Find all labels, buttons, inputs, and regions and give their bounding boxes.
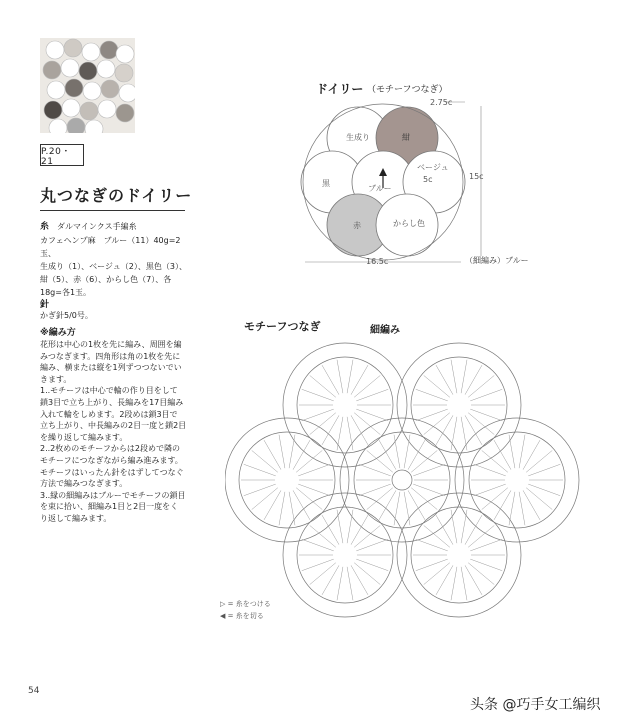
needle-heading: 針 — [40, 300, 50, 310]
edge-color-label: （細編み）ブルー — [465, 256, 529, 265]
stitch-spoke — [509, 435, 515, 468]
stitch-spoke — [470, 539, 502, 551]
stitch-spoke — [252, 450, 278, 472]
stitch-spoke — [337, 567, 343, 600]
stitch-spoke — [424, 563, 450, 585]
stitch-spoke — [461, 510, 467, 543]
stitch-spoke — [413, 484, 445, 496]
needle-value: かぎ針5/0号。 — [40, 311, 93, 320]
stitch-spoke — [302, 539, 334, 551]
stitch-spoke — [494, 490, 511, 519]
stitch-spoke — [470, 389, 502, 401]
stitch-spoke — [337, 417, 343, 450]
materials-line: 18g=各1玉。 — [40, 288, 92, 297]
dim-width-label: 16.5c — [366, 257, 389, 266]
layout-diagram-title: ドイリー — [316, 82, 364, 96]
page-ref-badge: P.20・21 — [40, 144, 84, 166]
motif-label: からし色 — [393, 219, 425, 228]
stitch-spoke — [465, 415, 482, 444]
stitch-spoke — [451, 417, 457, 450]
stitch-spoke — [436, 365, 453, 394]
materials-line: 生成り（1）、ベージュ（2）、黒色（3）、 — [40, 262, 187, 271]
title-divider — [40, 210, 185, 211]
stitch-spoke — [356, 559, 388, 571]
stitch-spoke — [296, 450, 322, 472]
stitch-spoke — [509, 492, 515, 525]
dim-height-label: 15c — [469, 172, 484, 181]
materials-section — [40, 220, 190, 299]
stitch-spoke — [293, 490, 310, 519]
stitch-spoke — [526, 488, 552, 510]
motif-label: 生成り — [346, 133, 370, 142]
stitch-spoke — [310, 525, 336, 547]
materials-brand: ダルマインクス手編糸 — [57, 222, 137, 231]
legend-cut-text: = 糸を切る — [227, 612, 264, 620]
stitch-spoke — [310, 375, 336, 397]
stitch-spoke — [264, 490, 281, 519]
stitch-spoke — [322, 515, 339, 544]
materials-line: カフェヘンプ麻 ブルー（11）40g=2玉、 — [40, 236, 181, 258]
product-photo — [40, 38, 135, 133]
dim-small-label: 5c — [423, 175, 433, 184]
stitch-spoke — [289, 435, 295, 468]
stitch-spoke — [252, 488, 278, 510]
stitch-spoke — [474, 464, 506, 476]
stitch-spoke — [519, 435, 525, 468]
stitch-spoke — [468, 375, 494, 397]
stitch-spoke — [416, 559, 448, 571]
motif-label: 紺 — [402, 133, 410, 142]
stitch-spoke — [404, 435, 410, 468]
stitch-spoke — [289, 492, 295, 525]
stitch-spoke — [519, 492, 525, 525]
stitch-spoke — [482, 488, 508, 510]
stitch-spoke — [465, 565, 482, 594]
stitch-spoke — [310, 413, 336, 435]
stitch-spoke — [436, 565, 453, 594]
stitch-spoke — [347, 360, 353, 393]
stitch-spoke — [413, 464, 445, 476]
legend-attach: ▷ = 糸をつける — [220, 600, 271, 608]
stitch-spoke — [298, 484, 330, 496]
stitch-spoke — [416, 409, 448, 421]
stitch-spoke — [296, 488, 322, 510]
stitch-spoke — [302, 389, 334, 401]
stitch-spoke — [470, 409, 502, 421]
stitch-spoke — [468, 413, 494, 435]
stitch-spoke — [351, 365, 368, 394]
stitch-spoke — [322, 565, 339, 594]
motif-label: ブルー — [368, 184, 392, 193]
stitch-spoke — [394, 435, 400, 468]
stitch-spoke — [310, 563, 336, 585]
method-heading: ※編み方 — [40, 328, 76, 338]
stitch-spoke — [337, 510, 343, 543]
chart-edge-label: 細編み — [370, 325, 400, 336]
stitch-spoke — [451, 510, 457, 543]
stitch-spoke — [302, 409, 334, 421]
stitch-spoke — [279, 492, 285, 525]
stitch-spoke — [356, 409, 388, 421]
stitch-spoke — [494, 440, 511, 469]
stitch-spoke — [416, 389, 448, 401]
stitch-spoke — [461, 567, 467, 600]
stitch-spoke — [451, 360, 457, 393]
stitch-spoke — [474, 484, 506, 496]
stitch-spoke — [293, 440, 310, 469]
stitch-spoke — [337, 360, 343, 393]
stitch-spoke — [526, 450, 552, 472]
stitch-spoke — [468, 563, 494, 585]
stitch-spoke — [461, 417, 467, 450]
motif-label: ベージュ — [417, 163, 449, 172]
stitch-spoke — [279, 435, 285, 468]
stitch-spoke — [404, 492, 410, 525]
stitch-spoke — [351, 565, 368, 594]
stitch-spoke — [528, 484, 560, 496]
stitch-spoke — [424, 375, 450, 397]
stitch-spoke — [482, 450, 508, 472]
motif-label: 赤 — [353, 221, 361, 230]
crochet-chart — [225, 330, 595, 630]
stitch-spoke — [347, 510, 353, 543]
watermark: 头条 @巧手女工编织 — [470, 697, 601, 713]
stitch-spoke — [465, 515, 482, 544]
stitch-spoke — [359, 464, 391, 476]
layout-diagram-subtitle: （モチーフつなぎ） — [367, 85, 448, 95]
stitch-spoke — [528, 464, 560, 476]
method-text: 花形は中心の1枚を先に編み、周囲を編 みつなぎます。四角形は角の1枚を先に 編み、横または縦を1列ずつつないでい きます。 1..モチーフは中心で輪の作り目をして 鎖3目で立ち上がり、長編みを17目編み 入れて輪をしめます。2段めは鎖3目で 立ち上がり、中長編みの2目一度と鎖2目 を繰り返して編みます。 2..2枚めのモチーフからは2段めで隣の モチーフにつなぎながら編み進みます。 モチーフはいったん針をはずしてつなぐ 方法で編みつなぎます。 3..縁の細編みはブルーでモチーフの鎖目 を束に拾い、細編み1目と2目一度をく り返して編みます。 — [40, 340, 187, 523]
stitch-spoke — [356, 389, 388, 401]
stitch-spoke — [523, 490, 540, 519]
stitch-spoke — [468, 525, 494, 547]
stitch-spoke — [394, 492, 400, 525]
dim-motif-label: 2.75c — [430, 98, 453, 107]
stitch-spoke — [470, 559, 502, 571]
stitch-spoke — [322, 415, 339, 444]
stitch-spoke — [354, 563, 380, 585]
stitch-spoke — [264, 440, 281, 469]
stitch-spoke — [356, 539, 388, 551]
stitch-spoke — [451, 567, 457, 600]
legend-cut: ◀ = 糸を切る — [220, 612, 264, 620]
stitch-spoke — [416, 539, 448, 551]
stitch-spoke — [244, 484, 276, 496]
stitch-spoke — [302, 559, 334, 571]
legend-attach-text: = 糸をつける — [227, 600, 271, 608]
stitch-spoke — [347, 417, 353, 450]
stitch-spoke — [354, 375, 380, 397]
stitch-spoke — [322, 365, 339, 394]
stitch-spoke — [244, 464, 276, 476]
stitch-spoke — [461, 360, 467, 393]
stitch-spoke — [465, 365, 482, 394]
stitch-spoke — [347, 567, 353, 600]
motif-label: 黒 — [322, 179, 330, 188]
page-number: 54 — [28, 686, 40, 696]
materials-heading: 糸 — [40, 222, 50, 232]
materials-line: 紺（5）、赤（6）、からし色（7）、各 — [40, 275, 172, 284]
stitch-spoke — [523, 440, 540, 469]
stitch-spoke — [359, 484, 391, 496]
page-title: 丸つなぎのドイリー — [40, 186, 193, 205]
chart-title: モチーフつなぎ — [244, 320, 321, 333]
stitch-spoke — [298, 464, 330, 476]
